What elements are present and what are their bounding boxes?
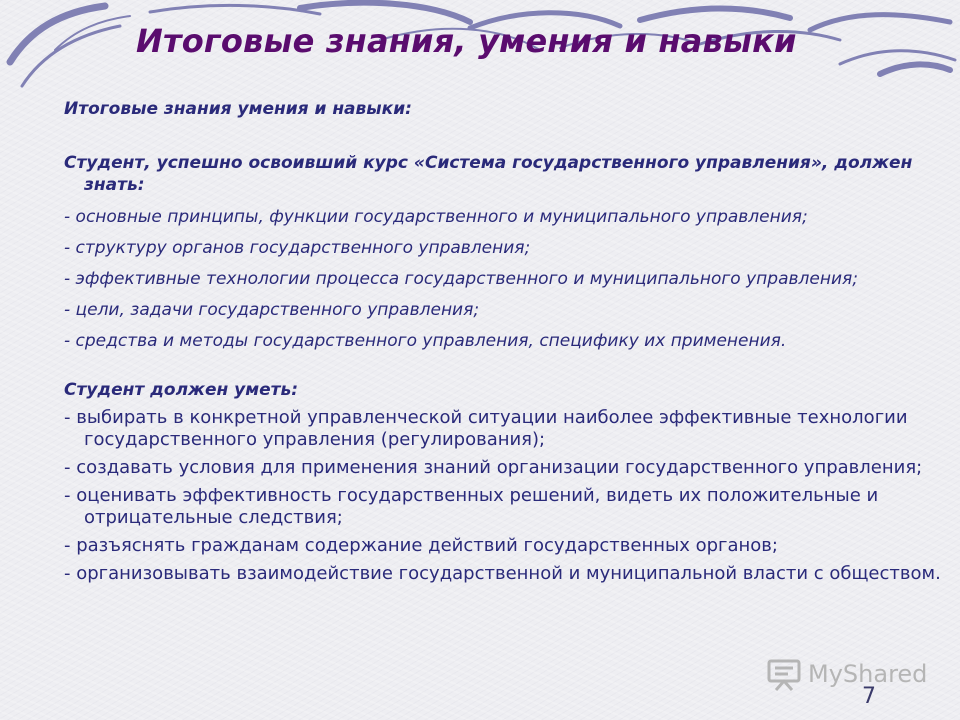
know-heading: Студент, успешно освоивший курс «Система государственного управления», должен знать: bbox=[64, 153, 913, 195]
skills-item: - создавать условия для применения знаний организации государственного управления; bbox=[64, 457, 923, 478]
skills-item: - выбирать в конкретной управленческой ситуации наиболее эффективные технологии государственного управления (регулирования); bbox=[64, 407, 908, 450]
presentation-board-icon bbox=[766, 656, 802, 692]
know-item: - эффективные технологии процесса государственного и муниципального управления; bbox=[64, 269, 858, 289]
watermark-text: MyShared bbox=[808, 660, 928, 688]
know-item: - основные принципы, функции государственного и муниципального управления; bbox=[64, 207, 808, 227]
page-number: 7 bbox=[862, 684, 876, 709]
watermark bbox=[766, 654, 927, 694]
skills-item: - разъяснять гражданам содержание действий государственных органов; bbox=[64, 535, 778, 556]
slide-content bbox=[64, 92, 954, 585]
subtitle: Итоговые знания умения и навыки: bbox=[64, 99, 412, 119]
skills-item: - организовывать взаимодействие государственной и муниципальной власти с обществом. bbox=[64, 563, 941, 584]
know-item: - средства и методы государственного управления, специфику их применения. bbox=[64, 331, 787, 351]
slide-title: Итоговые знания, умения и навыки bbox=[136, 22, 797, 60]
know-item: - структуру органов государственного управления; bbox=[64, 238, 531, 258]
know-item: - цели, задачи государственного управления; bbox=[64, 300, 480, 320]
skills-item: - оценивать эффективность государственных решений, видеть их положительные и отрицательные следствия; bbox=[64, 485, 879, 528]
skills-heading: Студент должен уметь: bbox=[64, 380, 299, 400]
